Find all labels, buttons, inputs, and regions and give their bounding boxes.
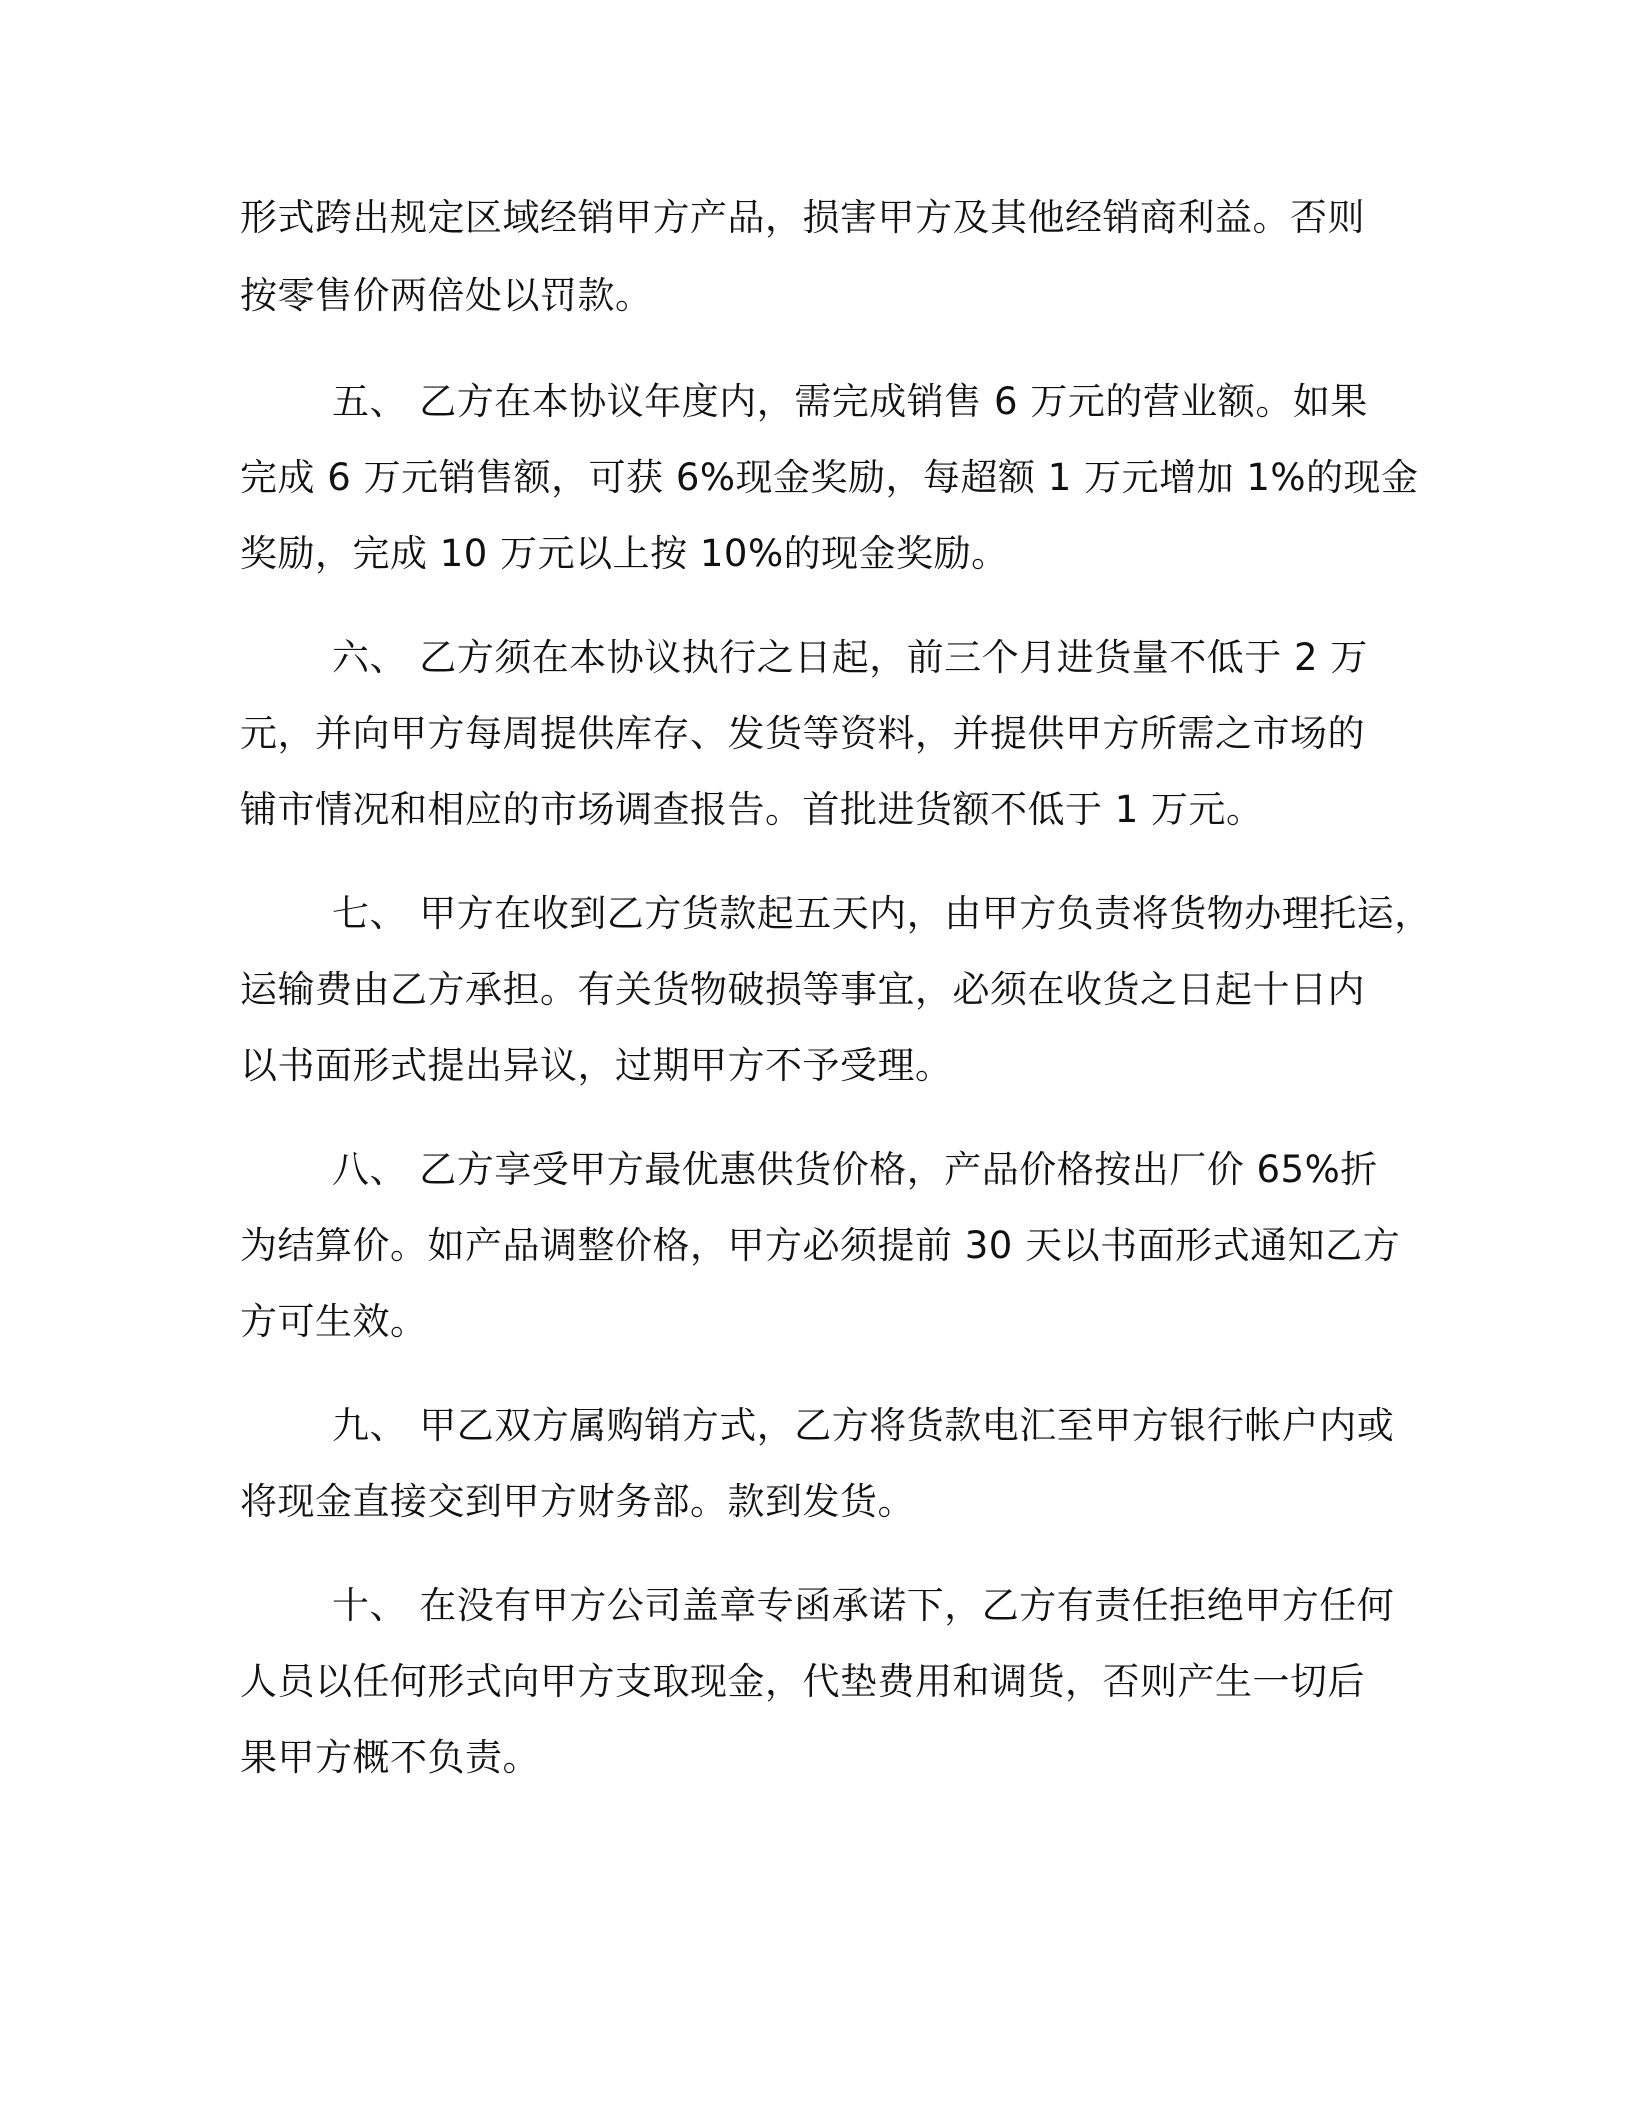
text-line: 将现金直接交到甲方财务部。款到发货。 <box>240 1480 915 1523</box>
text-line: 按零售价两倍处以罚款。 <box>240 274 653 317</box>
text-line: 果甲方概不负责。 <box>240 1736 540 1779</box>
clause-9-line: 九、 甲乙双方属购销方式，乙方将货款电汇至甲方银行帐户内或 <box>332 1404 1395 1447</box>
clause-10-line: 十、 在没有甲方公司盖章专函承诺下，乙方有责任拒绝甲方任何 <box>332 1584 1395 1627</box>
clause-5-line: 五、 乙方在本协议年度内，需完成销售 6 万元的营业额。如果 <box>332 380 1368 423</box>
text-line: 运输费由乙方承担。有关货物破损等事宜，必须在收货之日起十日内 <box>240 968 1365 1011</box>
text-line: 方可生效。 <box>240 1300 428 1343</box>
text-line: 元，并向甲方每周提供库存、发货等资料，并提供甲方所需之市场的 <box>240 712 1365 755</box>
clause-6-line: 六、 乙方须在本协议执行之日起，前三个月进货量不低于 2 万 <box>332 636 1368 679</box>
text-line: 以书面形式提出异议，过期甲方不予受理。 <box>240 1044 953 1087</box>
text-line: 完成 6 万元销售额，可获 6%现金奖励，每超额 1 万元增加 1%的现金 <box>240 456 1419 499</box>
clause-8-line: 八、 乙方享受甲方最优惠供货价格，产品价格按出厂价 65%折 <box>332 1148 1378 1191</box>
text-line: 形式跨出规定区域经销甲方产品，损害甲方及其他经销商利益。否则 <box>240 196 1365 239</box>
text-line: 铺市情况和相应的市场调查报告。首批进货额不低于 1 万元。 <box>240 788 1264 831</box>
clause-7-line: 七、 甲方在收到乙方货款起五天内，由甲方负责将货物办理托运， <box>332 892 1432 935</box>
text-line: 人员以任何形式向甲方支取现金，代垫费用和调货，否则产生一切后 <box>240 1660 1365 1703</box>
text-line: 为结算价。如产品调整价格，甲方必须提前 30 天以书面形式通知乙方 <box>240 1224 1401 1267</box>
text-line: 奖励，完成 10 万元以上按 10%的现金奖励。 <box>240 532 1009 575</box>
